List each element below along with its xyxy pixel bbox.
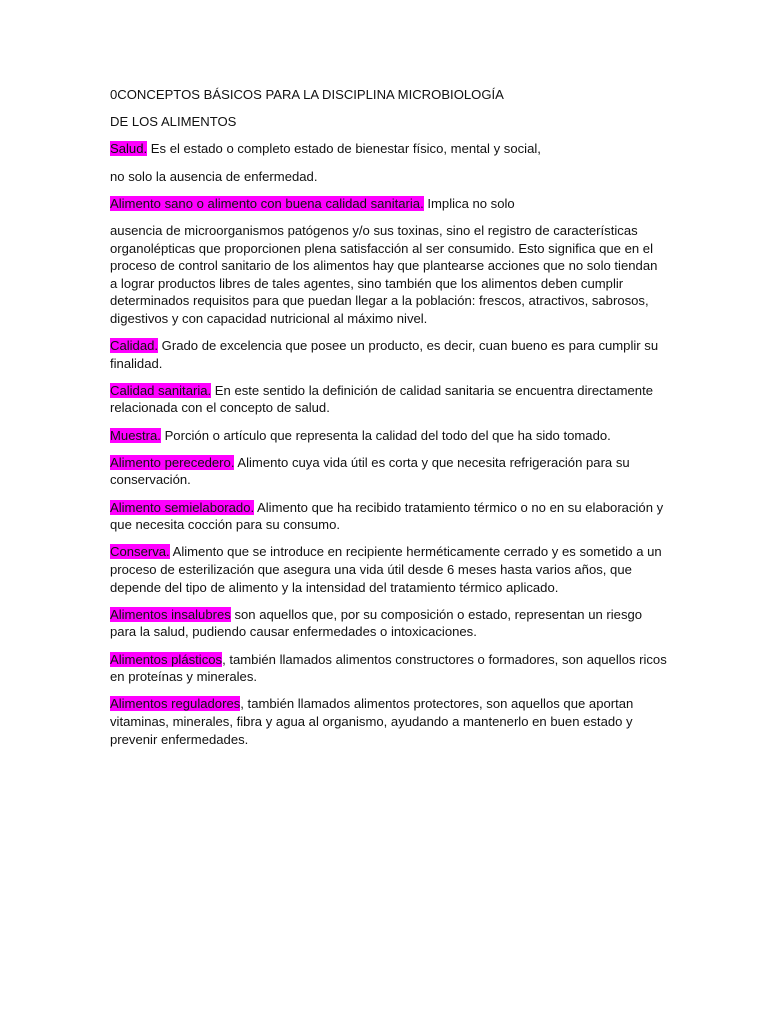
paragraph-text: Implica no solo bbox=[423, 195, 515, 211]
highlighted-term: Alimento perecedero. bbox=[110, 454, 235, 470]
highlighted-term: Alimentos insalubres bbox=[110, 606, 231, 622]
document-title-line-2: DE LOS ALIMENTOS bbox=[110, 114, 237, 130]
paragraph-salud bbox=[110, 140, 668, 158]
paragraph-alimentos-reguladores bbox=[110, 695, 668, 748]
highlighted-term: Calidad sanitaria. bbox=[110, 382, 212, 398]
highlighted-term: Salud. bbox=[110, 141, 148, 157]
paragraph-text: ausencia de microorganismos patógenos y/o sus toxinas, sino el registro de características organolépticas que proporcionen plena satisfacción al ser consumido. Esto significa que en el proceso de control sanitario de los alimentos hay que plantearse acciones que no solo tiendan a lograr productos libres de tales agentes, sino también que los alimentos deben cumplir determinados requisitos para que puedan llegar a la población: frescos, atractivos, sabrosos, digestivos y con capacidad nutricional al máximo nivel. bbox=[110, 222, 658, 326]
paragraph-text: En este sentido la definición de calidad sanitaria se encuentra directamente relacionada con el concepto de salud. bbox=[110, 382, 653, 416]
paragraph-text: Es el estado o completo estado de bienestar físico, mental y social, bbox=[147, 141, 541, 157]
paragraph-text: Porción o artículo que representa la calidad del todo del que ha sido tomado. bbox=[160, 427, 611, 443]
paragraph-calidad bbox=[110, 337, 668, 372]
paragraph-text: no solo la ausencia de enfermedad. bbox=[110, 168, 318, 184]
paragraph-text: Grado de excelencia que posee un producto, es decir, cuan bueno es para cumplir su finalidad. bbox=[110, 338, 659, 371]
paragraph-alimento-semielaborado bbox=[110, 499, 668, 534]
highlighted-term: Alimentos plásticos bbox=[110, 651, 223, 667]
highlighted-term: Calidad. bbox=[110, 338, 159, 354]
document-title-line-1: 0CONCEPTOS BÁSICOS PARA LA DISCIPLINA MICROBIOLOGÍA bbox=[110, 87, 504, 102]
paragraph-alimento-perecedero bbox=[110, 454, 668, 489]
paragraph-text: , también llamados alimentos constructores o formadores, son aquellos ricos en proteínas y minerales. bbox=[110, 651, 667, 685]
paragraph-alimentos-plasticos bbox=[110, 651, 668, 686]
paragraph-text: Alimento cuya vida útil es corta y que necesita refrigeración para su conservación. bbox=[110, 454, 630, 488]
paragraph-text: Alimento que se introduce en recipiente herméticamente cerrado y es sometido a un proceso de esterilización que asegura una vida útil desde 6 meses hasta varios años, que depende del tipo de alimento y la intensidad del tratamiento térmico aplicado. bbox=[110, 544, 662, 595]
paragraph-text: son aquellos que, por su composición o estado, representan un riesgo para la salud, pudiendo causar enfermedades o intoxicaciones. bbox=[110, 606, 643, 640]
highlighted-term: Alimentos reguladores bbox=[110, 696, 241, 712]
paragraph-conserva bbox=[110, 543, 668, 596]
paragraph-alimento-sano-continuation bbox=[110, 222, 668, 328]
paragraph-muestra bbox=[110, 427, 668, 445]
highlighted-term: Conserva. bbox=[110, 544, 170, 560]
paragraph-alimentos-insalubres bbox=[110, 606, 668, 641]
paragraph-calidad-sanitaria bbox=[110, 382, 668, 417]
paragraph-salud-continuation bbox=[110, 168, 668, 186]
highlighted-term: Alimento sano o alimento con buena calidad sanitaria. bbox=[110, 195, 424, 211]
highlighted-term: Muestra. bbox=[110, 427, 161, 443]
paragraph-alimento-sano bbox=[110, 195, 668, 213]
paragraph-text: Alimento que ha recibido tratamiento térmico o no en su elaboración y que necesita cocción para su consumo. bbox=[110, 499, 664, 533]
paragraph-text: , también llamados alimentos protectores, son aquellos que aportan vitaminas, minerales, fibra y agua al organismo, ayudando a mantenerlo en buen estado y prevenir enfermedades. bbox=[110, 696, 634, 747]
highlighted-term: Alimento semielaborado. bbox=[110, 499, 255, 515]
